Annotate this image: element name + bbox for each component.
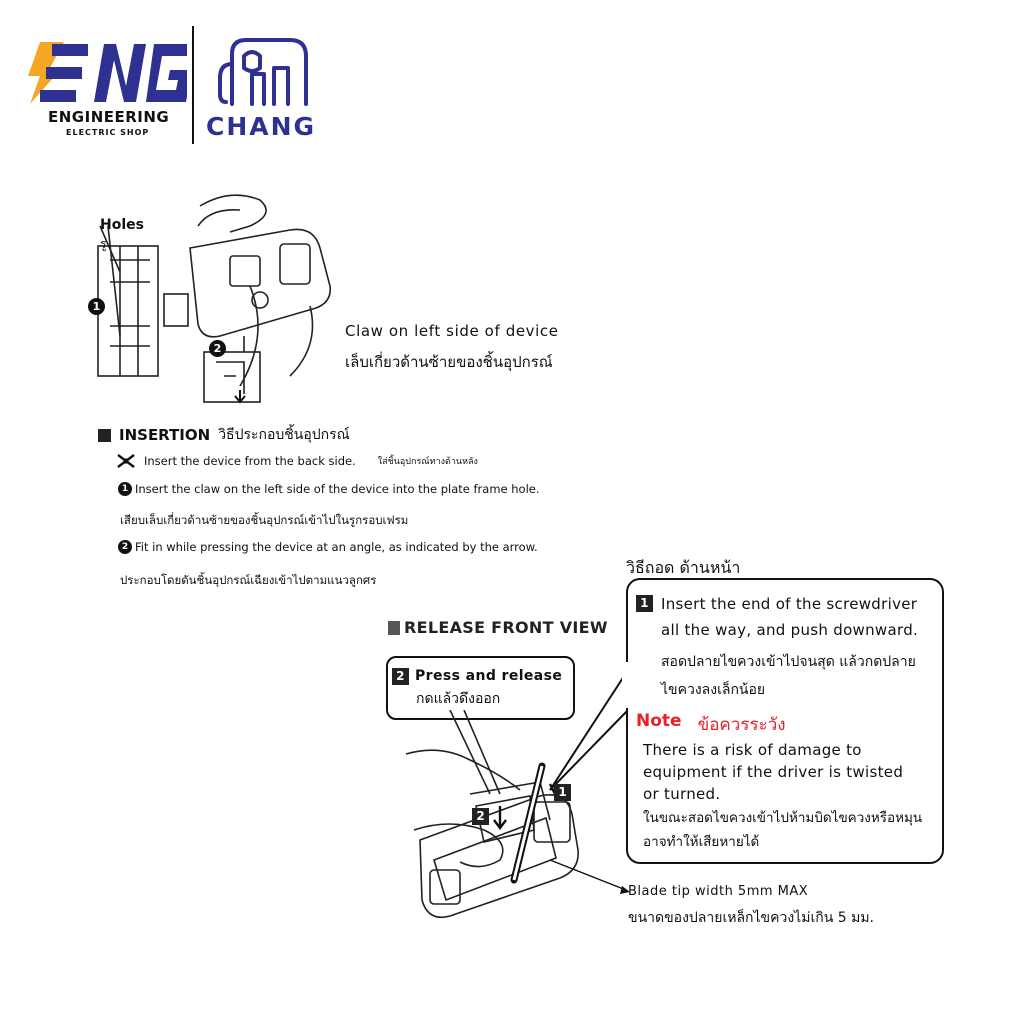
- insertion-heading-en: INSERTION: [119, 426, 211, 444]
- brand-line-2: ELECTRIC SHOP: [66, 128, 150, 137]
- release-step-1: [636, 595, 917, 613]
- release-callout-1: 1: [554, 784, 571, 801]
- insertion-heading: [98, 424, 350, 446]
- square-bullet-icon: [98, 429, 111, 442]
- blade-width-th: ขนาดของปลายเหล็กไขควงไม่เกิน 5 มม.: [628, 910, 874, 926]
- insertion-note: [116, 453, 478, 469]
- insertion-step-1: [118, 482, 540, 496]
- release-illustration: [400, 710, 640, 930]
- figure-marker-1: 1: [88, 298, 105, 315]
- release-step-1-th1: สอดปลายไขควงเข้าไปจนสุด แล้วกดปลาย: [661, 654, 916, 670]
- insertion-step-2: [118, 540, 538, 554]
- release-heading-text: RELEASE FRONT VIEW: [404, 618, 608, 637]
- note-th-line-2: อาจทำให้เสียหายได้: [643, 834, 760, 850]
- note-heading: [636, 711, 786, 738]
- insertion-note-en: Insert the device from the back side.: [144, 454, 356, 468]
- insertion-note-th: ใส่ชิ้นอุปกรณ์ทางด้านหลัง: [377, 457, 478, 467]
- step-2-badge: 2: [118, 540, 132, 554]
- chang-wordmark: CHANG: [206, 112, 317, 141]
- note-line-3: or turned.: [643, 785, 721, 803]
- bubble-tail-cover: [620, 660, 632, 710]
- release-heading: [388, 618, 608, 637]
- eng-logo-mark: [22, 38, 187, 108]
- release-step-1-th2: ไขควงลงเล็กน้อย: [661, 682, 766, 698]
- note-label-th: ข้อควรระวัง: [697, 715, 786, 735]
- note-line-2: equipment if the driver is twisted: [643, 763, 904, 781]
- blade-width-en: Blade tip width 5mm MAX: [628, 884, 809, 899]
- note-line-1: There is a risk of damage to: [643, 741, 862, 759]
- insertion-heading-th: วิธีประกอบชิ้นอุปกรณ์: [218, 427, 350, 443]
- holes-label-th: รู: [100, 237, 107, 251]
- claw-caption-th: เล็บเกี่ยวด้านซ้ายของชิ้นอุปกรณ์: [345, 353, 553, 371]
- insertion-step-2-en: Fit in while pressing the device at an angle, as indicated by the arrow.: [135, 540, 538, 554]
- note-th-line-1: ในขณะสอดไขควงเข้าไปห้ามบิดไขควงหรือหมุน: [643, 810, 923, 826]
- insertion-step-1-en: Insert the claw on the left side of the device into the plate frame hole.: [135, 482, 540, 496]
- caution-cross-icon: [116, 453, 136, 469]
- step-1-box: 1: [636, 595, 653, 612]
- release-step-1-line1: Insert the end of the screwdriver: [661, 595, 918, 613]
- press-release-th: กดแล้วดึงออก: [416, 691, 501, 707]
- holes-label: Holes: [100, 217, 144, 233]
- claw-caption-en: Claw on left side of device: [345, 322, 559, 340]
- insertion-step-2-th: ประกอบโดยดันชิ้นอุปกรณ์เฉียงเข้าไปตามแนวลูกศร: [120, 573, 377, 587]
- insertion-step-1-th: เสียบเล็บเกี่ยวด้านซ้ายของชิ้นอุปกรณ์เข้าไปในรูกรอบเฟรม: [120, 513, 409, 527]
- step-2-box: 2: [392, 668, 409, 685]
- note-label: Note: [636, 711, 682, 731]
- removal-title-th: วิธีถอด ด้านหน้า: [626, 558, 741, 577]
- press-release-en: Press and release: [415, 668, 563, 684]
- step-1-badge: 1: [118, 482, 132, 496]
- square-bullet-icon: [388, 621, 400, 635]
- screwdriver-icon: [514, 766, 542, 880]
- release-step-1-line2: all the way, and push downward.: [661, 621, 919, 639]
- logo-divider: [192, 26, 194, 144]
- figure-marker-2: 2: [209, 340, 226, 357]
- press-release-step: [392, 668, 562, 685]
- release-callout-2: 2: [472, 808, 489, 825]
- brand-line-1: ENGINEERING: [48, 108, 170, 126]
- elephant-logo-icon: [212, 34, 316, 110]
